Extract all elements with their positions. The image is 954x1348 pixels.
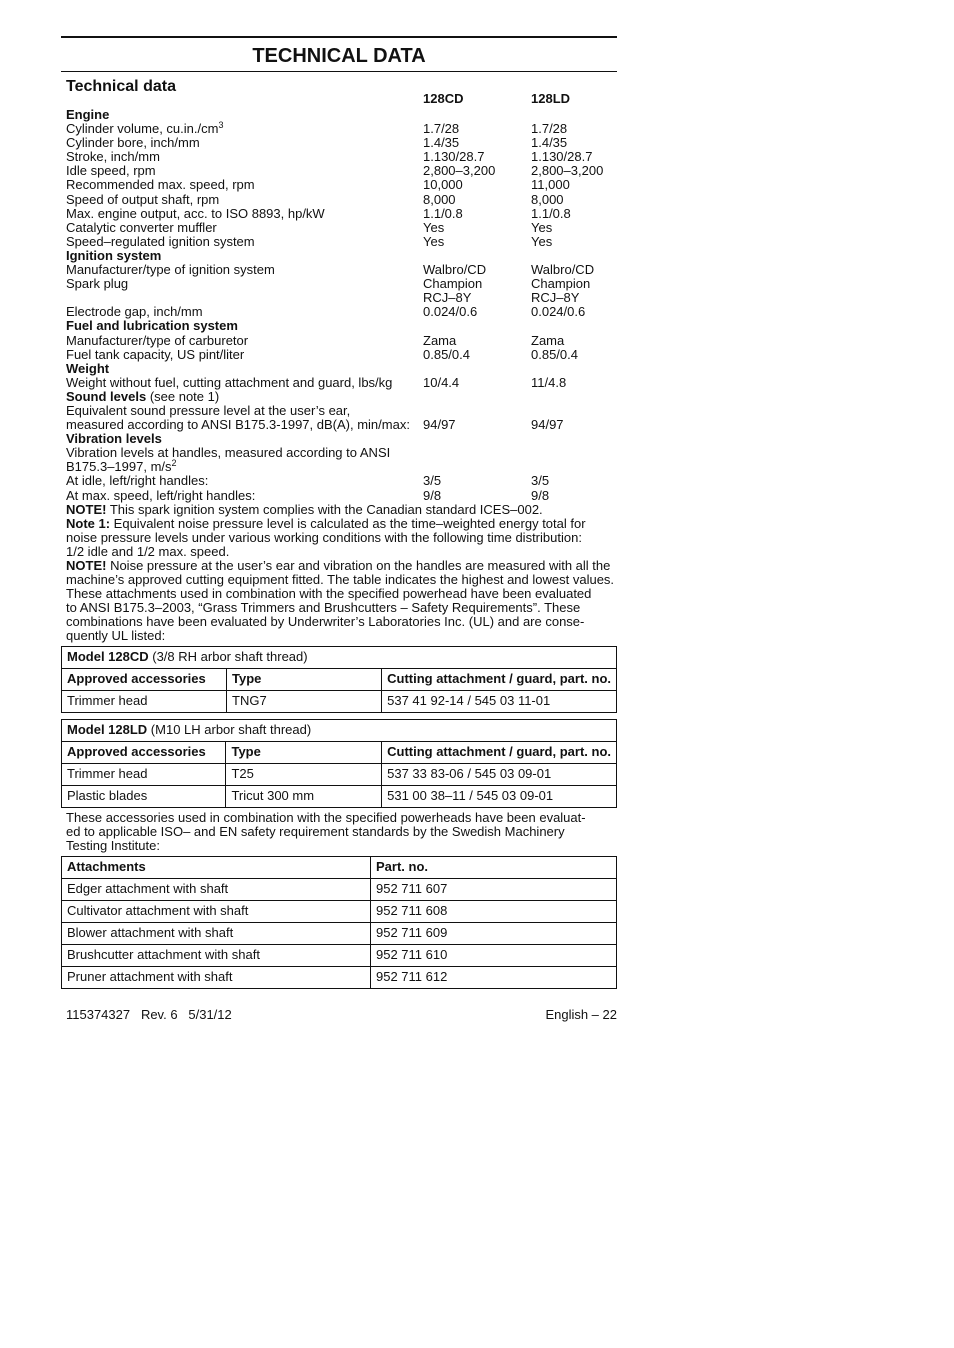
note-line: 1/2 idle and 1/2 max. speed. <box>66 543 230 559</box>
spec-value-128ld: 3/5 <box>531 473 550 489</box>
table-cell: Tricut 300 mm <box>226 785 382 807</box>
spec-label <box>66 178 255 192</box>
table-cell: 952 711 608 <box>371 900 617 922</box>
spec-label-superscript: 3 <box>218 120 224 131</box>
spec-value-128cd: 10/4.4 <box>423 374 460 390</box>
spec-label-text: Catalytic converter muffler <box>66 219 217 235</box>
spec-label <box>66 334 248 348</box>
spec-value-128cd: 3/5 <box>423 473 442 489</box>
spec-value-128ld: 1.7/28 <box>531 121 568 137</box>
note-paragraph <box>66 517 617 559</box>
model-caption-row <box>62 719 617 741</box>
spec-section-heading <box>66 432 617 446</box>
spec-label <box>66 221 217 235</box>
spec-row <box>66 122 617 136</box>
spec-label <box>66 489 255 503</box>
spec-label-text: measured according to ANSI B175.3-1997, dB(A), min/max: <box>66 417 410 433</box>
model-thread: (M10 LH arbor shaft thread) <box>147 722 312 738</box>
manual-page <box>61 36 617 989</box>
spec-section-heading <box>66 108 617 122</box>
spec-value-128cd: 1.130/28.7 <box>423 149 485 165</box>
spec-table <box>66 92 617 503</box>
spec-value-128cd: 94/97 <box>423 417 456 433</box>
spec-value-128ld: Yes <box>531 219 553 235</box>
spec-row <box>66 305 617 319</box>
note-line: Noise pressure at the user’s ear and vibration on the handles are measured with all the <box>106 558 611 573</box>
spec-label <box>66 305 203 319</box>
spec-row <box>66 235 617 249</box>
table-cell: 537 33 83-06 / 545 03 09-01 <box>382 763 617 785</box>
note-line: These attachments used in combination with the specified powerhead have been evaluated <box>66 586 592 602</box>
spec-label-superscript: 2 <box>171 458 177 469</box>
note-lead: NOTE! <box>66 501 107 517</box>
note-paragraph <box>66 503 617 517</box>
spec-label-text: Vibration levels at handles, measured according to ANSI <box>66 445 391 461</box>
spec-row <box>66 207 617 221</box>
note-lead: NOTE! <box>66 558 107 573</box>
spec-label <box>66 193 219 207</box>
section-heading-suffix: (see note 1) <box>146 388 220 404</box>
section-title: Technical data <box>66 78 176 95</box>
attachments-table <box>61 856 617 989</box>
model-b-header: 128LD <box>531 91 571 106</box>
spec-label <box>66 235 255 249</box>
spec-label-text: Fuel tank capacity, US pint/liter <box>66 346 245 362</box>
table-row <box>62 944 617 966</box>
spec-label-text: Electrode gap, inch/mm <box>66 304 203 320</box>
table-cell: 537 41 92-14 / 545 03 11-01 <box>382 690 617 712</box>
column-header: Approved accessories <box>62 668 227 690</box>
column-header: Attachments <box>62 856 371 878</box>
spec-value-128cd: Champion <box>423 276 483 292</box>
spec-value-128ld: 1.130/28.7 <box>531 149 593 165</box>
spec-label-text: Manufacturer/type of carburetor <box>66 332 249 348</box>
spec-value-128cd: Zama <box>423 332 457 348</box>
spec-label-text: Cylinder bore, inch/mm <box>66 135 200 151</box>
table-cell: Cultivator attachment with shaft <box>62 900 371 922</box>
spec-value-128cd: 0.85/0.4 <box>423 346 470 362</box>
table-header-row <box>62 741 617 763</box>
table-cell: 531 00 38–11 / 545 03 09-01 <box>382 785 617 807</box>
note-line: This spark ignition system complies with the Canadian standard ICES–002. <box>106 501 543 517</box>
column-header: Type <box>226 741 382 763</box>
model-name: Model 128LD <box>67 722 148 738</box>
table-cell: Trimmer head <box>62 690 227 712</box>
intro-line: Testing Institute: <box>66 837 160 853</box>
spec-value-128ld: 0.85/0.4 <box>531 346 578 362</box>
note-line: to ANSI B175.3–2003, “Grass Trimmers and Brushcutters – Safety Requirements”. These <box>66 600 581 616</box>
spec-value-128ld: 9/8 <box>531 487 550 503</box>
spec-row <box>66 136 617 150</box>
attachments-intro <box>66 811 617 853</box>
intro-line: These accessories used in combination with the specified powerheads have been evaluat- <box>66 809 586 825</box>
spec-row <box>66 404 617 418</box>
spec-value-128ld: Zama <box>531 332 565 348</box>
spec-value-128ld: 94/97 <box>531 417 564 433</box>
notes-block <box>66 503 617 644</box>
table-header-row <box>62 856 617 878</box>
spec-row <box>66 277 617 291</box>
spec-value-128ld: 11/4.8 <box>531 374 567 390</box>
model-header-row <box>66 92 617 108</box>
spec-value-128cd: 1.4/35 <box>423 135 460 151</box>
spec-row <box>66 418 617 432</box>
spec-row <box>66 193 617 207</box>
spec-label <box>66 277 128 291</box>
model-a-header: 128CD <box>423 91 464 106</box>
spec-label <box>66 164 156 178</box>
table-cell: Trimmer head <box>62 763 226 785</box>
approved-accessories-table <box>61 646 617 713</box>
spec-value-128cd: Yes <box>423 233 445 249</box>
table-cell: Brushcutter attachment with shaft <box>62 944 371 966</box>
table-cell: TNG7 <box>227 690 382 712</box>
table-cell: T25 <box>226 763 382 785</box>
spec-label-text: B175.3–1997, m/s <box>66 459 172 475</box>
section-heading: Ignition system <box>66 247 162 263</box>
doc-number: 115374327 Rev. 6 5/31/12 <box>66 1007 232 1022</box>
spec-row <box>66 460 617 474</box>
spec-label <box>66 207 325 221</box>
model-caption <box>62 719 617 741</box>
table-row <box>62 690 617 712</box>
spec-label <box>66 404 350 418</box>
spec-label-text: Speed–regulated ignition system <box>66 233 255 249</box>
spec-label-text: Stroke, inch/mm <box>66 149 160 165</box>
section-heading: Vibration levels <box>66 431 162 447</box>
note-line: noise pressure levels under various working conditions with the following time distribution: <box>66 529 582 545</box>
spec-row <box>66 348 617 362</box>
spec-section-heading <box>66 362 617 376</box>
spec-row <box>66 221 617 235</box>
column-header: Cutting attachment / guard, part. no. <box>382 741 617 763</box>
banner-rule <box>61 71 617 72</box>
page-number: English – 22 <box>545 1007 617 1022</box>
spec-value-128cd: 0.024/0.6 <box>423 304 478 320</box>
column-header: Approved accessories <box>62 741 226 763</box>
note-line: quently UL listed: <box>66 628 166 644</box>
spec-section-heading <box>66 390 617 404</box>
spec-label-text: Manufacturer/type of ignition system <box>66 262 275 278</box>
spec-label-text: Idle speed, rpm <box>66 163 156 179</box>
model-thread: (3/8 RH arbor shaft thread) <box>148 649 308 665</box>
spec-row <box>66 334 617 348</box>
spec-section-heading <box>66 319 617 333</box>
spec-value-128cd: 9/8 <box>423 487 442 503</box>
page-banner: TECHNICAL DATA <box>252 45 426 67</box>
spec-value-128ld: 8,000 <box>531 191 564 207</box>
table-row <box>62 763 617 785</box>
spec-row <box>66 150 617 164</box>
approved-accessories-table <box>61 719 617 808</box>
model-name: Model 128CD <box>67 649 149 665</box>
table-header-row <box>62 668 617 690</box>
spec-label-text: At idle, left/right handles: <box>66 473 209 489</box>
spec-row <box>66 291 617 305</box>
spec-label <box>66 460 177 474</box>
table-row <box>62 922 617 944</box>
note-line: machine’s approved cutting equipment fitted. The table indicates the highest and lowest values. <box>66 572 615 588</box>
section-heading: Fuel and lubrication system <box>66 318 238 334</box>
table-cell: 952 711 607 <box>371 878 617 900</box>
spec-value-128ld: 0.024/0.6 <box>531 304 586 320</box>
spec-value-128cd: 8,000 <box>423 191 456 207</box>
table-row <box>62 878 617 900</box>
table-cell: Edger attachment with shaft <box>62 878 371 900</box>
spec-value-128ld: 2,800–3,200 <box>531 163 604 179</box>
note-line: Equivalent noise pressure level is calculated as the time–weighted energy total for <box>110 515 586 531</box>
spec-label <box>66 150 160 164</box>
spec-label <box>66 136 200 150</box>
spec-label <box>66 263 275 277</box>
spec-label-text: Weight without fuel, cutting attachment and guard, lbs/kg <box>66 374 393 390</box>
spec-value-128ld: 11,000 <box>531 177 570 193</box>
table-cell: Pruner attachment with shaft <box>62 966 371 988</box>
spec-label-text: Recommended max. speed, rpm <box>66 177 255 193</box>
spec-row <box>66 474 617 488</box>
page-footer <box>66 1008 617 1022</box>
section-heading: Weight <box>66 360 110 376</box>
spec-value-128cd: 1.1/0.8 <box>423 205 463 221</box>
spec-value-128ld: RCJ–8Y <box>531 290 580 306</box>
spec-value-128ld: Walbro/CD <box>531 262 595 278</box>
table-cell: Blower attachment with shaft <box>62 922 371 944</box>
table-row <box>62 966 617 988</box>
table-row <box>62 785 617 807</box>
section-heading <box>66 390 219 404</box>
spec-label-text: Spark plug <box>66 276 129 292</box>
spec-label <box>66 474 208 488</box>
spec-value-128cd: 2,800–3,200 <box>423 163 496 179</box>
spec-value-128ld: Champion <box>531 276 591 292</box>
spec-label <box>66 418 410 432</box>
section-heading-text: Sound levels <box>66 388 147 404</box>
spec-label-text: At max. speed, left/right handles: <box>66 487 256 503</box>
note-line: combinations have been evaluated by Underwriter’s Laboratories Inc. (UL) and are conse- <box>66 614 585 630</box>
intro-line: ed to applicable ISO– and EN safety requirement standards by the Swedish Machinery <box>66 823 565 839</box>
model-tables <box>61 646 617 808</box>
table-cell: 952 711 612 <box>371 966 617 988</box>
spec-value-128cd: RCJ–8Y <box>423 290 472 306</box>
section-heading: Engine <box>66 107 110 122</box>
column-header: Type <box>227 668 382 690</box>
spec-label <box>66 348 244 362</box>
spec-label <box>66 376 392 390</box>
spec-label-text: Cylinder volume, cu.in./cm <box>66 121 219 137</box>
spec-value-128cd: Walbro/CD <box>423 262 487 278</box>
table-cell: 952 711 610 <box>371 944 617 966</box>
table-cell: 952 711 609 <box>371 922 617 944</box>
spec-label-text: Equivalent sound pressure level at the user’s ear, <box>66 402 351 418</box>
column-header: Part. no. <box>371 856 617 878</box>
table-row <box>62 900 617 922</box>
table-cell: Plastic blades <box>62 785 226 807</box>
model-caption <box>62 646 617 668</box>
spec-label-text: Speed of output shaft, rpm <box>66 191 220 207</box>
spec-row <box>66 164 617 178</box>
spec-value-128ld: 1.1/0.8 <box>531 205 571 221</box>
spec-row <box>66 376 617 390</box>
spec-row <box>66 178 617 192</box>
spec-row <box>66 263 617 277</box>
spec-value-128ld: 1.4/35 <box>531 135 568 151</box>
spec-label-text: Max. engine output, acc. to ISO 8893, hp/kW <box>66 205 325 221</box>
spec-section-heading <box>66 249 617 263</box>
spec-value-128cd: 1.7/28 <box>423 121 460 137</box>
spec-label <box>66 122 223 136</box>
spec-value-128cd: Yes <box>423 219 445 235</box>
spec-row <box>66 489 617 503</box>
column-header: Cutting attachment / guard, part. no. <box>382 668 617 690</box>
spec-value-128cd: 10,000 <box>423 177 463 193</box>
note-paragraph <box>66 559 617 644</box>
model-caption-row <box>62 646 617 668</box>
spec-value-128ld: Yes <box>531 233 553 249</box>
note-lead: Note 1: <box>66 515 111 531</box>
